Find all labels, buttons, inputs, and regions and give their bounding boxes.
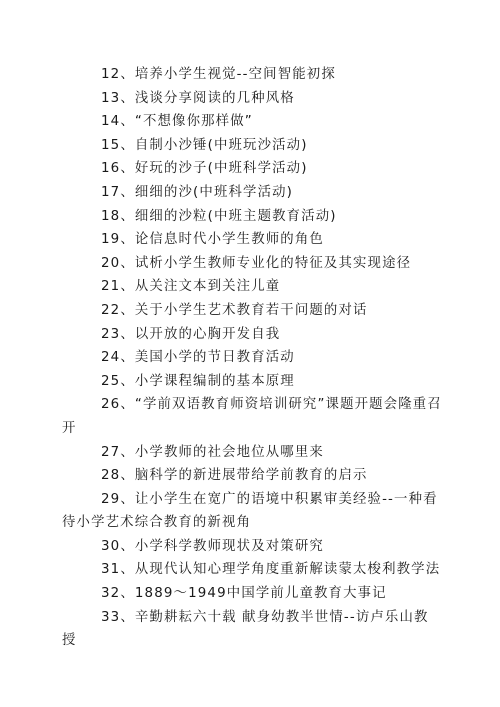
- list-item: 26、“学前双语教育师资培训研究”课题开题会隆重召开: [62, 397, 442, 436]
- list-item: 28、脑科学的新进展带给学前教育的启示: [101, 468, 368, 484]
- list-item: 32、1889～1949中国学前儿童教育大事记: [101, 586, 387, 602]
- list-item: 27、小学教师的社会地位从哪里来: [101, 444, 324, 460]
- list-item: 16、好玩的沙子(中班科学活动): [101, 161, 308, 177]
- list-item: 31、从现代认知心理学角度重新解读蒙太梭利教学法: [101, 562, 441, 578]
- list-item: 20、试析小学生教师专业化的特征及其实现途径: [101, 255, 412, 271]
- list-item: 30、小学科学教师现状及对策研究: [101, 538, 324, 554]
- list-item: 18、细细的沙粒(中班主题教育活动): [101, 208, 337, 224]
- article-title-list: [62, 63, 442, 653]
- list-item: 29、让小学生在宽广的语境中积累审美经验--一种看待小学艺术综合教育的新视角: [62, 491, 438, 531]
- list-item: 21、从关注文本到关注儿童: [101, 279, 281, 295]
- list-item: 24、美国小学的节日教育活动: [101, 350, 295, 366]
- list-item: 33、辛勤耕耘六十载 献身幼教半世情--访卢乐山教授: [62, 609, 429, 649]
- list-item: 25、小学课程编制的基本原理: [101, 373, 295, 389]
- list-item: 13、浅谈分享阅读的几种风格: [101, 90, 295, 106]
- list-item: 14、“不想像你那样做”: [101, 114, 253, 130]
- list-item: 17、细细的沙(中班科学活动): [101, 184, 294, 200]
- list-item: 19、论信息时代小学生教师的角色: [101, 232, 324, 248]
- list-item: 12、培养小学生视觉--空间智能初探: [101, 67, 336, 82]
- list-item: 15、自制小沙锤(中班玩沙活动): [101, 137, 308, 153]
- list-item: 22、关于小学生艺术教育若干问题的对话: [101, 302, 368, 318]
- list-item: 23、以开放的心胸开发自我: [101, 326, 281, 342]
